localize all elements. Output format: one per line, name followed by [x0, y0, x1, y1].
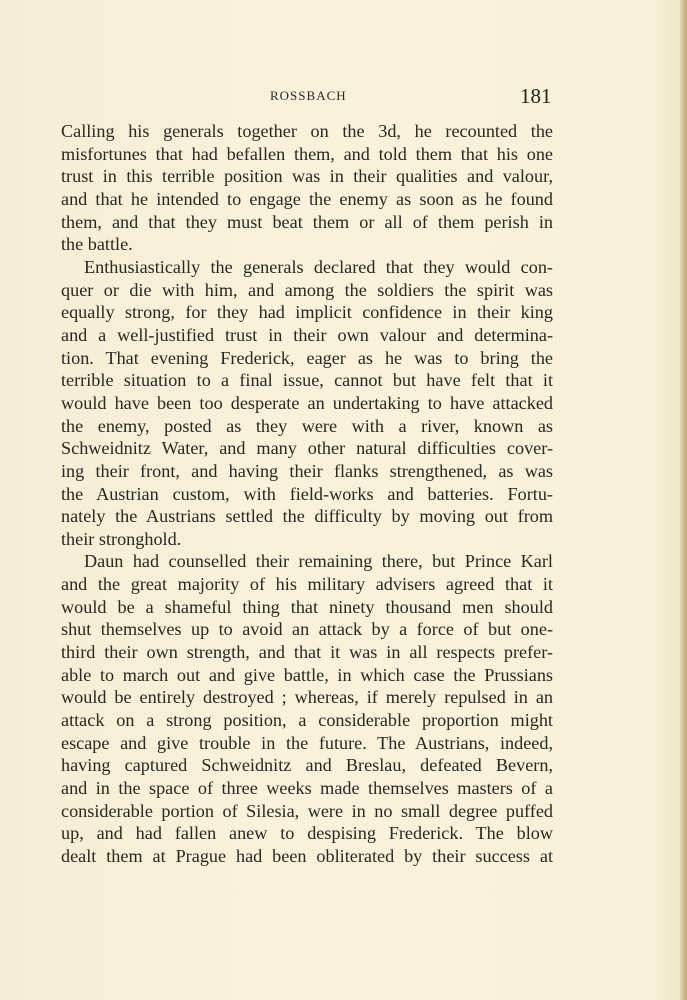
page-number: 181 — [520, 84, 552, 108]
text-line: nately the Austrians settled the difficulty by moving out from — [61, 506, 553, 527]
text-line: attack on a strong position, a considerable proportion might — [61, 710, 553, 731]
text-line: quer or die with him, and among the soldiers the spirit was — [61, 279, 553, 300]
text-line: the battle. — [61, 234, 133, 255]
text-line: and a well-justified trust in their own valour and determina- — [61, 324, 553, 345]
page-edge — [680, 0, 687, 1000]
text-line: their stronghold. — [61, 528, 182, 549]
text-line: Calling his generals together on the 3d, he recounted the — [61, 121, 553, 141]
paragraph — [61, 120, 553, 256]
text-line: would be entirely destroyed ; whereas, if merely repulsed in an — [61, 687, 553, 708]
text-line: the enemy, posted as they were with a river, known as — [61, 415, 553, 436]
text-line: and the great majority of his military advisers agreed that it — [61, 574, 553, 595]
paragraph — [61, 256, 553, 551]
text-line: third their own strength, and that it was in all respects prefer- — [61, 642, 553, 663]
text-line: misfortunes that had befallen them, and told them that his one — [61, 143, 553, 164]
text-line: the Austrian custom, with field-works and batteries. Fortu- — [61, 483, 553, 504]
text-line: Daun had counselled their remaining there, but Prince Karl — [84, 551, 553, 572]
running-title: ROSSBACH — [270, 88, 347, 103]
text-line: tion. That evening Frederick, eager as he was to bring the — [61, 347, 553, 368]
text-line: would be a shameful thing that ninety thousand men should — [61, 596, 553, 617]
text-line: equally strong, for they had implicit confidence in their king — [61, 302, 553, 323]
text-line: would have been too desperate an undertaking to have attacked — [61, 392, 553, 413]
text-line: ing their front, and having their flanks strengthened, as was — [61, 460, 553, 481]
text-line: dealt them at Prague had been obliterated by their success at — [61, 846, 553, 866]
text-line: having captured Schweidnitz and Breslau, defeated Bevern, — [61, 755, 553, 776]
text-line: terrible situation to a final issue, cannot but have felt that it — [61, 370, 553, 391]
text-line: considerable portion of Silesia, were in no small degree puffed — [61, 800, 553, 821]
text-line: able to march out and give battle, in which case the Prussians — [61, 664, 553, 685]
body-text — [61, 120, 553, 868]
paragraph — [61, 550, 553, 867]
text-line: them, and that they must beat them or all of them perish in — [61, 211, 553, 232]
text-line: and that he intended to engage the enemy as soon as he found — [61, 188, 553, 209]
text-line: Enthusiastically the generals declared that they would con- — [84, 256, 553, 277]
text-line: trust in this terrible position was in their qualities and valour, — [61, 166, 553, 187]
text-line: shut themselves up to avoid an attack by a force of but one- — [61, 619, 553, 640]
text-line: and in the space of three weeks made themselves masters of a — [61, 778, 553, 799]
text-line: up, and had fallen anew to despising Frederick. The blow — [61, 823, 553, 844]
text-line: escape and give trouble in the future. The Austrians, indeed, — [61, 732, 553, 753]
text-line: Schweidnitz Water, and many other natural difficulties cover- — [61, 438, 553, 459]
running-head — [0, 84, 687, 110]
